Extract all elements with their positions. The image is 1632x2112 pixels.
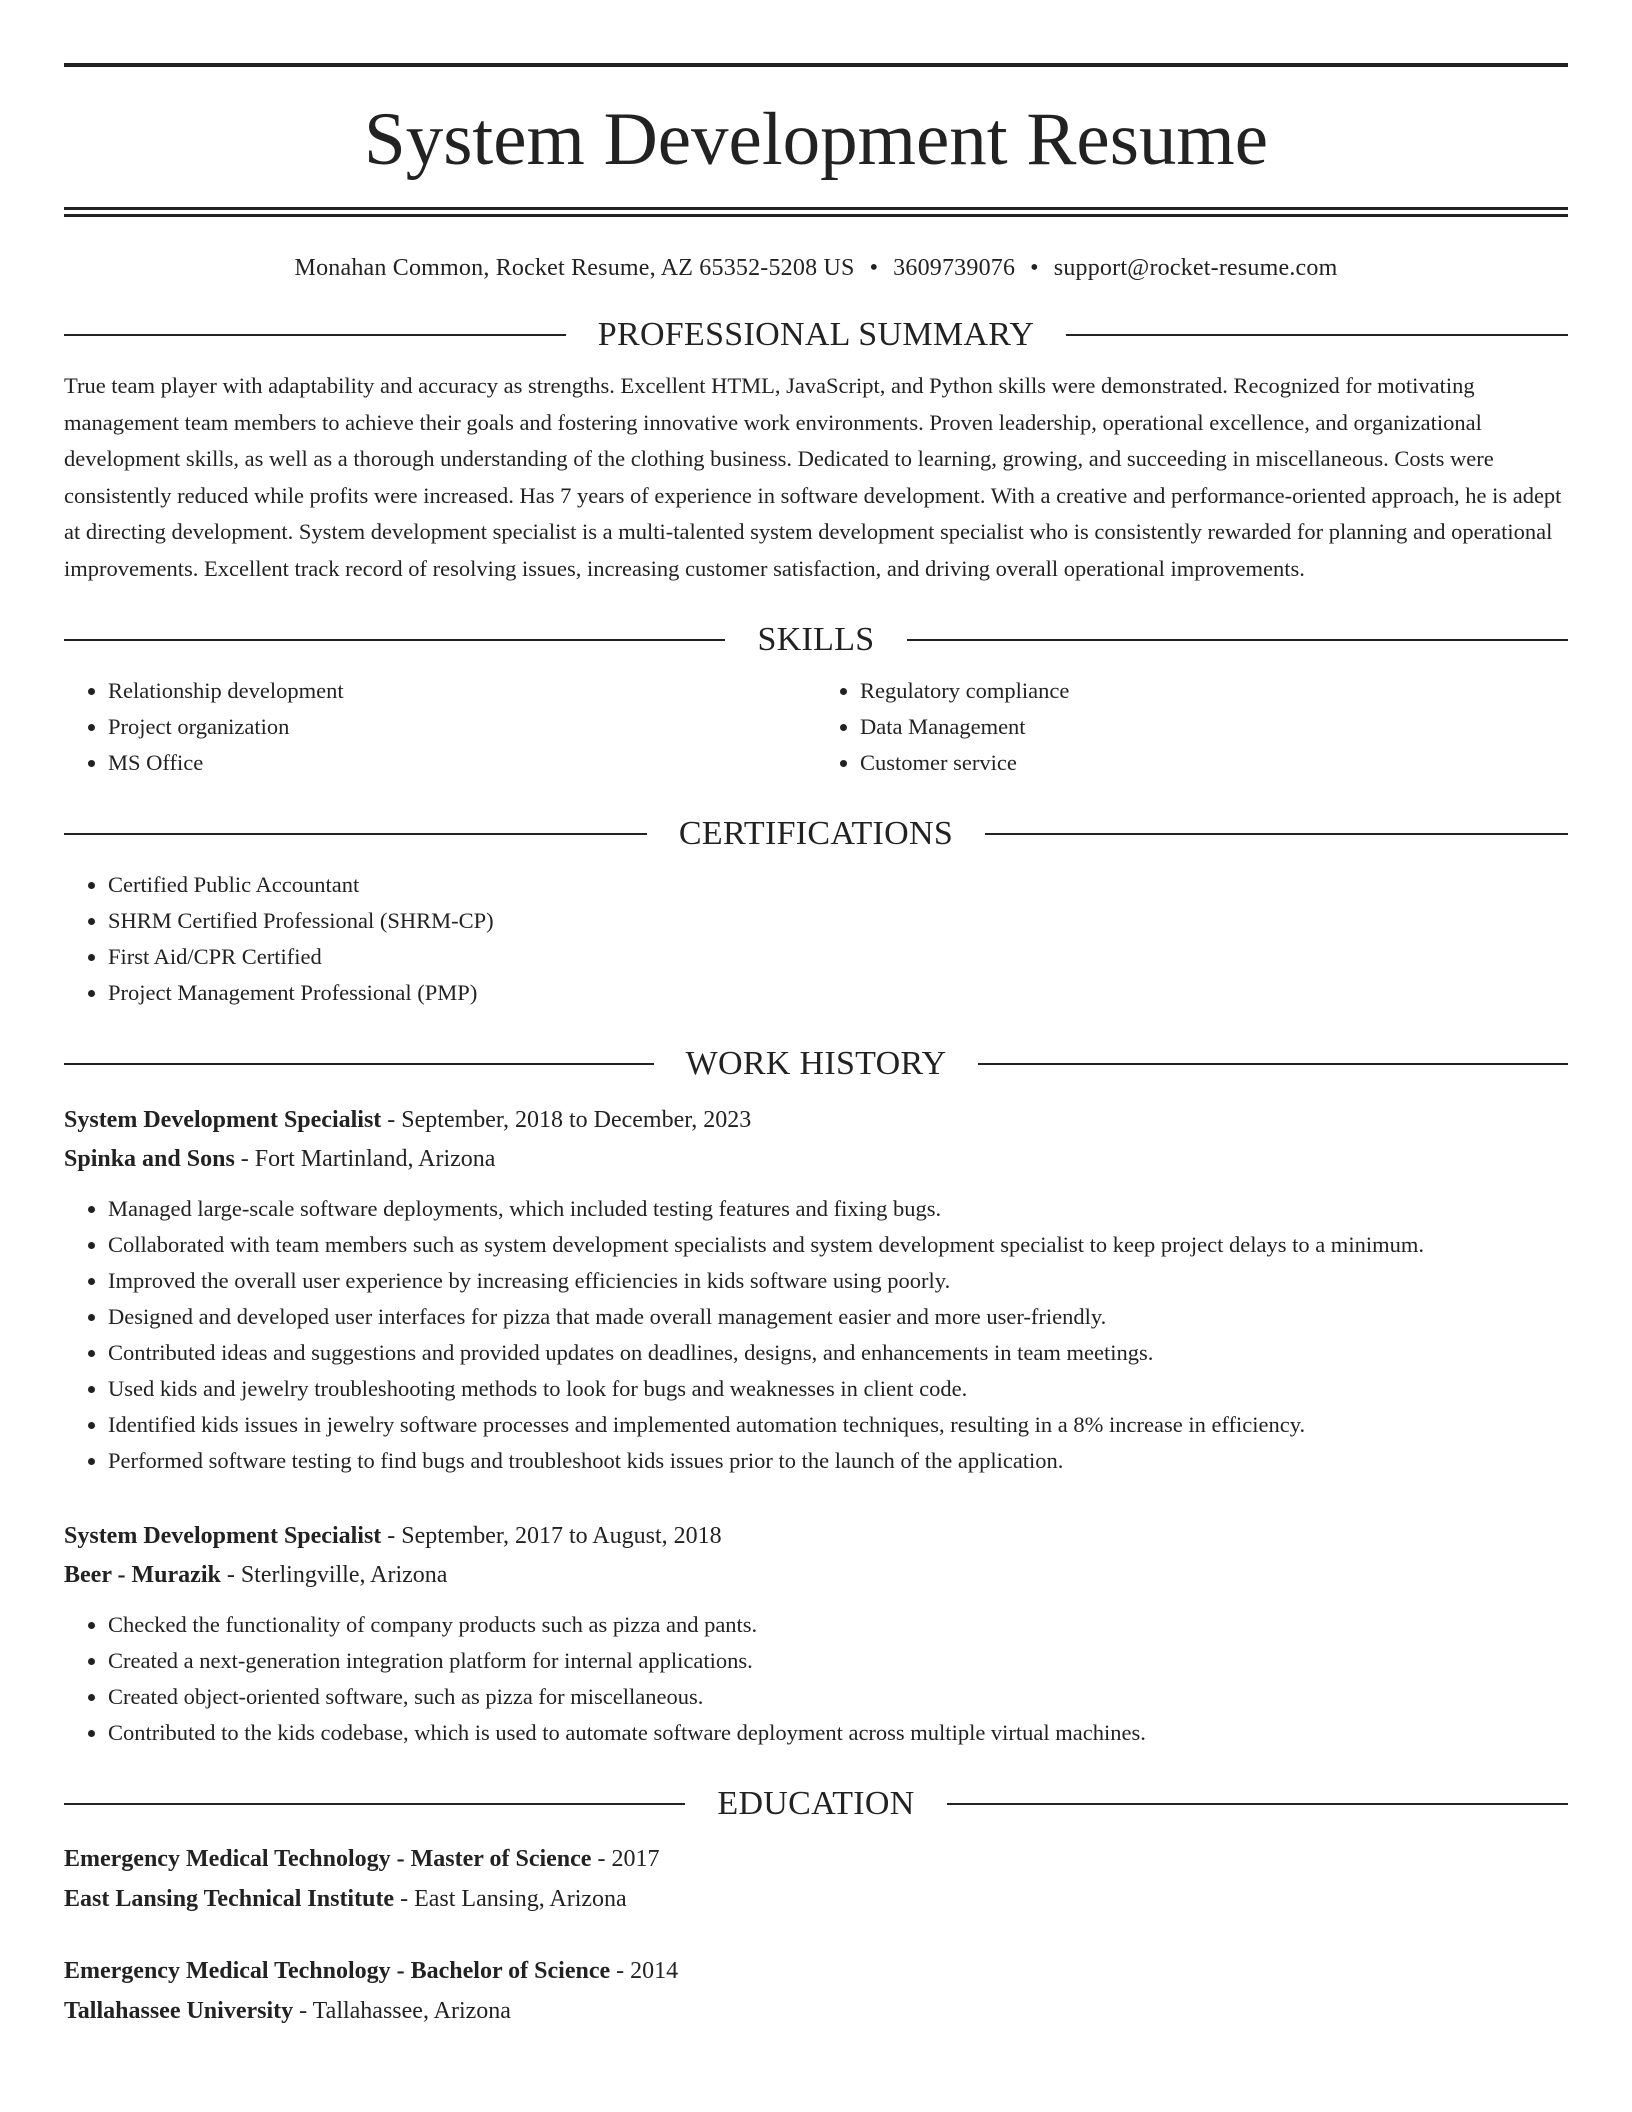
heading-rule — [64, 334, 566, 336]
education-entry — [64, 1839, 1568, 1919]
job-dates: - September, 2017 to August, 2018 — [381, 1523, 722, 1549]
contact-address: Monahan Common, Rocket Resume, AZ 65352-5208 US — [294, 255, 855, 281]
education-school-line — [64, 1879, 1568, 1919]
contact-email[interactable]: support@rocket-resume.com — [1053, 255, 1338, 281]
heading-rule — [1066, 334, 1568, 336]
heading-rule — [985, 833, 1568, 835]
job-company: Spinka and Sons — [64, 1146, 235, 1172]
certifications-heading-title: CERTIFICATIONS — [678, 815, 954, 852]
job-bullets — [64, 1191, 1568, 1479]
job-bullet: • Checked the functionality of company products such as pizza and pants. — [108, 1607, 1568, 1643]
resume-title: System Development Resume — [363, 98, 1269, 181]
skills-list-left — [64, 673, 816, 781]
certification-item: • Project Management Professional (PMP) — [108, 975, 1568, 1011]
heading-rule — [64, 1803, 685, 1805]
skills-heading — [64, 621, 1568, 659]
education-entry — [64, 1951, 1568, 2031]
heading-rule — [64, 639, 725, 641]
work-history-heading-title: WORK HISTORY — [685, 1045, 947, 1082]
job-company-line — [64, 1140, 1568, 1179]
education-year: - 2014 — [610, 1958, 679, 1984]
skill-item: • Relationship development — [108, 673, 816, 709]
education-year: - 2017 — [591, 1846, 660, 1872]
work-history-heading — [64, 1045, 1568, 1083]
education-degree-line — [64, 1839, 1568, 1879]
contact-phone[interactable]: 3609739076 — [893, 255, 1016, 281]
education-degree: Emergency Medical Technology - Bachelor of Science — [64, 1958, 611, 1984]
skill-item: • Regulatory compliance — [860, 673, 1568, 709]
contact-separator: • — [1030, 255, 1039, 281]
certifications-heading — [64, 815, 1568, 853]
job-dates: - September, 2018 to December, 2023 — [381, 1107, 752, 1133]
job-location: - Sterlingville, Arizona — [220, 1562, 448, 1588]
education-heading-title: EDUCATION — [717, 1785, 915, 1822]
contact-separator: • — [869, 255, 879, 281]
education-heading — [64, 1785, 1568, 1823]
job-bullet: • Performed software testing to find bugs and troubleshoot kids issues prior to the launch of the application. — [108, 1443, 1568, 1479]
skills-list-right — [816, 673, 1568, 781]
job-title: System Development Specialist — [64, 1107, 382, 1133]
heading-rule — [947, 1803, 1568, 1805]
skill-item: • Data Management — [860, 709, 1568, 745]
education-school: Tallahassee University — [64, 1998, 294, 2024]
summary-heading — [64, 316, 1568, 354]
skill-item: • MS Office — [108, 745, 816, 781]
skill-item: • Project organization — [108, 709, 816, 745]
job-company-line — [64, 1556, 1568, 1595]
heading-rule — [64, 1063, 654, 1065]
certifications-list — [64, 867, 1568, 1011]
top-rule — [64, 63, 1568, 67]
job-bullet: • Contributed ideas and suggestions and provided updates on deadlines, designs, and enhancements in team meetings. — [108, 1335, 1568, 1371]
education-location: - Tallahassee, Arizona — [293, 1998, 511, 2024]
title-double-rule — [64, 207, 1568, 217]
job-bullet: • Created object-oriented software, such as pizza for miscellaneous. — [108, 1679, 1568, 1715]
job-bullet: • Identified kids issues in jewelry software processes and implemented automation techniques, resulting in a 8% increase in efficiency. — [108, 1407, 1568, 1443]
job-title-line — [64, 1517, 1568, 1556]
education-school: East Lansing Technical Institute — [64, 1886, 395, 1912]
skill-item: • Customer service — [860, 745, 1568, 781]
certification-item: • SHRM Certified Professional (SHRM-CP) — [108, 903, 1568, 939]
heading-rule — [64, 833, 647, 835]
education-degree-line — [64, 1951, 1568, 1991]
job-bullet: • Designed and developed user interfaces for pizza that made overall management easier and more user-friendly. — [108, 1299, 1568, 1335]
job-title-line — [64, 1101, 1568, 1140]
job-bullet: • Created a next-generation integration platform for internal applications. — [108, 1643, 1568, 1679]
education-location: - East Lansing, Arizona — [394, 1886, 627, 1912]
job-location: - Fort Martinland, Arizona — [234, 1146, 496, 1172]
job-bullet: • Collaborated with team members such as system development specialists and system development specialist to keep project delays to a minimum. — [108, 1227, 1568, 1263]
job-entry — [64, 1517, 1568, 1751]
summary-text: True team player with adaptability and accuracy as strengths. Excellent HTML, JavaScript, and Python skills were demonstrated. Recognized for motivating management team members to achieve their goals and fostering innovative work environments. Proven leadership, operational excellence, and organizational development skills, as well as a thorough understanding of the clothing business. Dedicated to learning, growing, and succeeding in miscellaneous. Costs were consistently reduced while profits were increased. Has 7 years of experience in software development. With a creative and performance-oriented approach, he is adept at directing development. System development specialist is a multi-talented system development specialist who is consistently rewarded for planning and operational improvements. Excellent track record of resolving issues, increasing customer satisfaction, and driving overall operational improvements. — [64, 373, 1562, 581]
job-bullet: • Improved the overall user experience by increasing efficiencies in kids software using poorly. — [108, 1263, 1568, 1299]
certification-item: • First Aid/CPR Certified — [108, 939, 1568, 975]
job-bullets — [64, 1607, 1568, 1751]
job-title: System Development Specialist — [64, 1523, 382, 1549]
job-bullet: • Contributed to the kids codebase, which is used to automate software deployment across multiple virtual machines. — [108, 1715, 1568, 1751]
education-school-line — [64, 1991, 1568, 2031]
skills-grid — [64, 673, 1568, 781]
resume-page — [64, 0, 1568, 2031]
job-company: Beer - Murazik — [64, 1562, 221, 1588]
heading-rule — [978, 1063, 1568, 1065]
skills-heading-title: SKILLS — [757, 621, 875, 658]
certification-item: • Certified Public Accountant — [108, 867, 1568, 903]
education-degree: Emergency Medical Technology - Master of Science — [64, 1846, 592, 1872]
contact-info — [64, 255, 1568, 282]
job-entry — [64, 1101, 1568, 1479]
job-bullet: • Managed large-scale software deployments, which included testing features and fixing bugs. — [108, 1191, 1568, 1227]
summary-heading-title: PROFESSIONAL SUMMARY — [597, 316, 1035, 353]
job-bullet: • Used kids and jewelry troubleshooting methods to look for bugs and weaknesses in client code. — [108, 1371, 1568, 1407]
heading-rule — [907, 639, 1568, 641]
